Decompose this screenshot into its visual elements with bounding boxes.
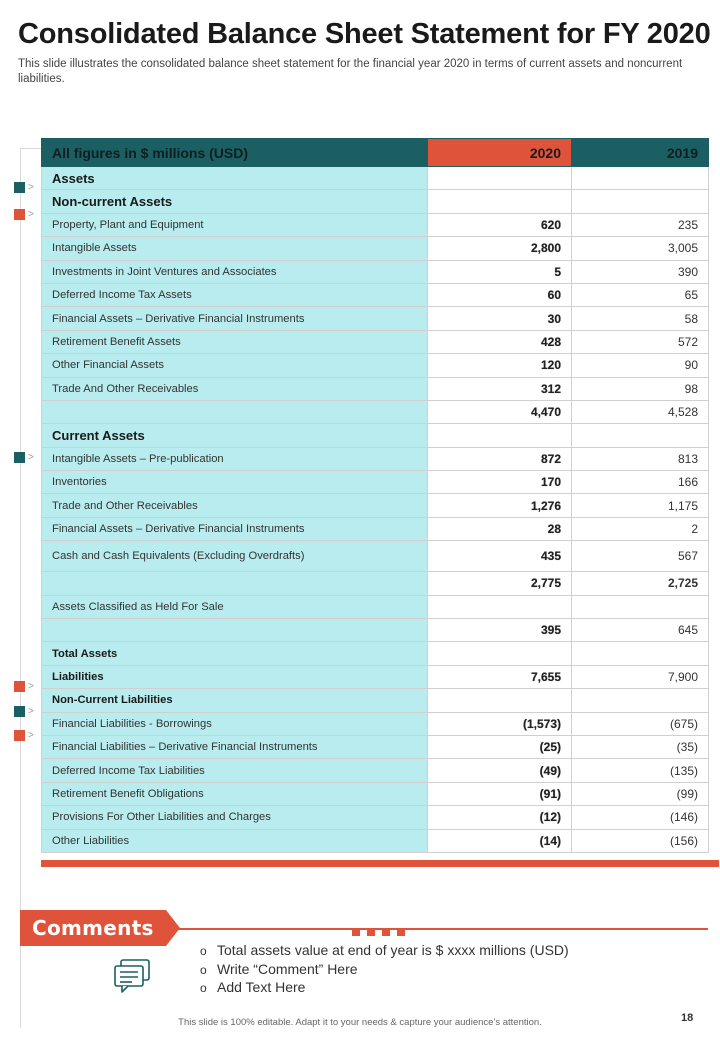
row-label: Non-current Assets	[42, 190, 428, 213]
row-label	[42, 572, 428, 595]
comments-list	[200, 942, 569, 998]
value-2019: 567	[572, 541, 709, 572]
comment-item: o Write “Comment” Here	[200, 961, 569, 980]
table-row	[42, 806, 709, 829]
chevron-right-icon: >	[28, 452, 34, 463]
table-row	[42, 759, 709, 782]
page-title: Consolidated Balance Sheet Statement for FY 2020	[18, 18, 711, 50]
value-2020	[428, 642, 572, 665]
row-label: Other Liabilities	[42, 829, 428, 852]
table-row	[42, 829, 709, 852]
table-bottom-bar	[41, 860, 719, 867]
value-2019: 90	[572, 354, 709, 377]
value-2019	[572, 595, 709, 618]
row-label: Intangible Assets – Pre-publication	[42, 447, 428, 470]
value-2020: 7,655	[428, 665, 572, 688]
table-row	[42, 494, 709, 517]
table-row	[42, 260, 709, 283]
red-marker	[14, 730, 25, 741]
comments-divider	[176, 928, 708, 930]
header-label: All figures in $ millions (USD)	[42, 139, 428, 167]
row-label: Other Financial Assets	[42, 354, 428, 377]
row-label: Deferred Income Tax Assets	[42, 283, 428, 306]
table-row	[42, 619, 709, 642]
value-2020: 28	[428, 517, 572, 540]
row-label: Assets Classified as Held For Sale	[42, 595, 428, 618]
chevron-right-icon: >	[28, 209, 34, 220]
value-2020	[428, 190, 572, 213]
comment-item: o Add Text Here	[200, 979, 569, 998]
row-label: Non-Current Liabilities	[42, 689, 428, 712]
chevron-right-icon: >	[28, 681, 34, 692]
table-row	[42, 377, 709, 400]
table-row	[42, 735, 709, 758]
table-row	[42, 330, 709, 353]
value-2019: 3,005	[572, 237, 709, 260]
value-2020: 620	[428, 213, 572, 236]
row-label	[42, 400, 428, 423]
value-2020: (12)	[428, 806, 572, 829]
value-2019	[572, 190, 709, 213]
value-2019: 166	[572, 471, 709, 494]
row-label: Financial Liabilities - Borrowings	[42, 712, 428, 735]
row-label: Liabilities	[42, 665, 428, 688]
value-2019: 4,528	[572, 400, 709, 423]
value-2020	[428, 167, 572, 190]
value-2019: 2	[572, 517, 709, 540]
row-label: Trade And Other Receivables	[42, 377, 428, 400]
red-marker	[14, 209, 25, 220]
teal-marker	[14, 182, 25, 193]
table-row	[42, 237, 709, 260]
row-label: Provisions For Other Liabilities and Charges	[42, 806, 428, 829]
row-label: Deferred Income Tax Liabilities	[42, 759, 428, 782]
row-label: Current Assets	[42, 424, 428, 447]
value-2019: 98	[572, 377, 709, 400]
value-2020: 60	[428, 283, 572, 306]
row-label: Financial Assets – Derivative Financial Instruments	[42, 307, 428, 330]
value-2020	[428, 595, 572, 618]
value-2020: 120	[428, 354, 572, 377]
comment-item: o Total assets value at end of year is $ xxxx millions (USD)	[200, 942, 569, 961]
timeline-line	[20, 148, 21, 1028]
value-2020: 2,775	[428, 572, 572, 595]
row-label: Retirement Benefit Assets	[42, 330, 428, 353]
table-row	[42, 665, 709, 688]
teal-marker	[14, 452, 25, 463]
value-2019: (135)	[572, 759, 709, 782]
row-label	[42, 619, 428, 642]
table-row	[42, 712, 709, 735]
value-2020: 312	[428, 377, 572, 400]
value-2019	[572, 167, 709, 190]
row-label: Intangible Assets	[42, 237, 428, 260]
table-row	[42, 541, 709, 572]
value-2019	[572, 689, 709, 712]
header-2019: 2019	[572, 139, 709, 167]
decorative-dots	[352, 923, 412, 941]
row-label: Trade and Other Receivables	[42, 494, 428, 517]
value-2020: (91)	[428, 782, 572, 805]
value-2019: 813	[572, 447, 709, 470]
value-2020	[428, 689, 572, 712]
chat-bubbles-icon	[112, 958, 152, 994]
chevron-right-icon: >	[28, 730, 34, 741]
footer-note: This slide is 100% editable. Adapt it to your needs & capture your audience’s attention.	[178, 1017, 542, 1028]
value-2019: 65	[572, 283, 709, 306]
value-2019: (675)	[572, 712, 709, 735]
value-2020: 872	[428, 447, 572, 470]
value-2019	[572, 424, 709, 447]
row-label: Financial Assets – Derivative Financial Instruments	[42, 517, 428, 540]
page-number: 18	[681, 1012, 694, 1024]
timeline-connector	[20, 148, 42, 149]
table-row	[42, 424, 709, 447]
comments-heading: Comments	[32, 916, 154, 940]
row-label: Property, Plant and Equipment	[42, 213, 428, 236]
chevron-right-icon: >	[28, 182, 34, 193]
row-label: Investments in Joint Ventures and Associates	[42, 260, 428, 283]
table-row	[42, 689, 709, 712]
value-2020: 395	[428, 619, 572, 642]
table-row	[42, 595, 709, 618]
row-label: Retirement Benefit Obligations	[42, 782, 428, 805]
value-2019: 390	[572, 260, 709, 283]
table-row	[42, 213, 709, 236]
red-marker	[14, 681, 25, 692]
row-label: Financial Liabilities – Derivative Financial Instruments	[42, 735, 428, 758]
table-row	[42, 642, 709, 665]
value-2020: (25)	[428, 735, 572, 758]
table-row	[42, 400, 709, 423]
table-row	[42, 782, 709, 805]
value-2020: 428	[428, 330, 572, 353]
value-2020: (14)	[428, 829, 572, 852]
value-2019: 645	[572, 619, 709, 642]
table-row	[42, 354, 709, 377]
value-2019: (35)	[572, 735, 709, 758]
balance-sheet-table	[41, 138, 709, 853]
table-row	[42, 190, 709, 213]
value-2019: 572	[572, 330, 709, 353]
value-2020: 30	[428, 307, 572, 330]
table-row	[42, 447, 709, 470]
value-2019: 2,725	[572, 572, 709, 595]
row-label: Cash and Cash Equivalents (Excluding Overdrafts)	[42, 541, 428, 572]
table-row	[42, 307, 709, 330]
table-header-row	[42, 139, 709, 167]
row-label: Inventories	[42, 471, 428, 494]
value-2019: 7,900	[572, 665, 709, 688]
value-2020: 4,470	[428, 400, 572, 423]
value-2020: (49)	[428, 759, 572, 782]
page-subtitle: This slide illustrates the consolidated balance sheet statement for the financial year 2020 in terms of current assets and noncurrent liabilities.	[18, 58, 683, 85]
table-row	[42, 517, 709, 540]
value-2019: (99)	[572, 782, 709, 805]
value-2019: (156)	[572, 829, 709, 852]
value-2020: 170	[428, 471, 572, 494]
value-2020: 5	[428, 260, 572, 283]
teal-marker	[14, 706, 25, 717]
value-2019: 235	[572, 213, 709, 236]
table-row	[42, 471, 709, 494]
value-2020: 2,800	[428, 237, 572, 260]
value-2019: 58	[572, 307, 709, 330]
header-2020: 2020	[428, 139, 572, 167]
chevron-right-icon: >	[28, 706, 34, 717]
table-row	[42, 572, 709, 595]
table-row	[42, 167, 709, 190]
value-2019: (146)	[572, 806, 709, 829]
value-2020: (1,573)	[428, 712, 572, 735]
value-2019: 1,175	[572, 494, 709, 517]
value-2019	[572, 642, 709, 665]
row-label: Assets	[42, 167, 428, 190]
value-2020: 435	[428, 541, 572, 572]
table-row	[42, 283, 709, 306]
value-2020: 1,276	[428, 494, 572, 517]
row-label: Total Assets	[42, 642, 428, 665]
value-2020	[428, 424, 572, 447]
